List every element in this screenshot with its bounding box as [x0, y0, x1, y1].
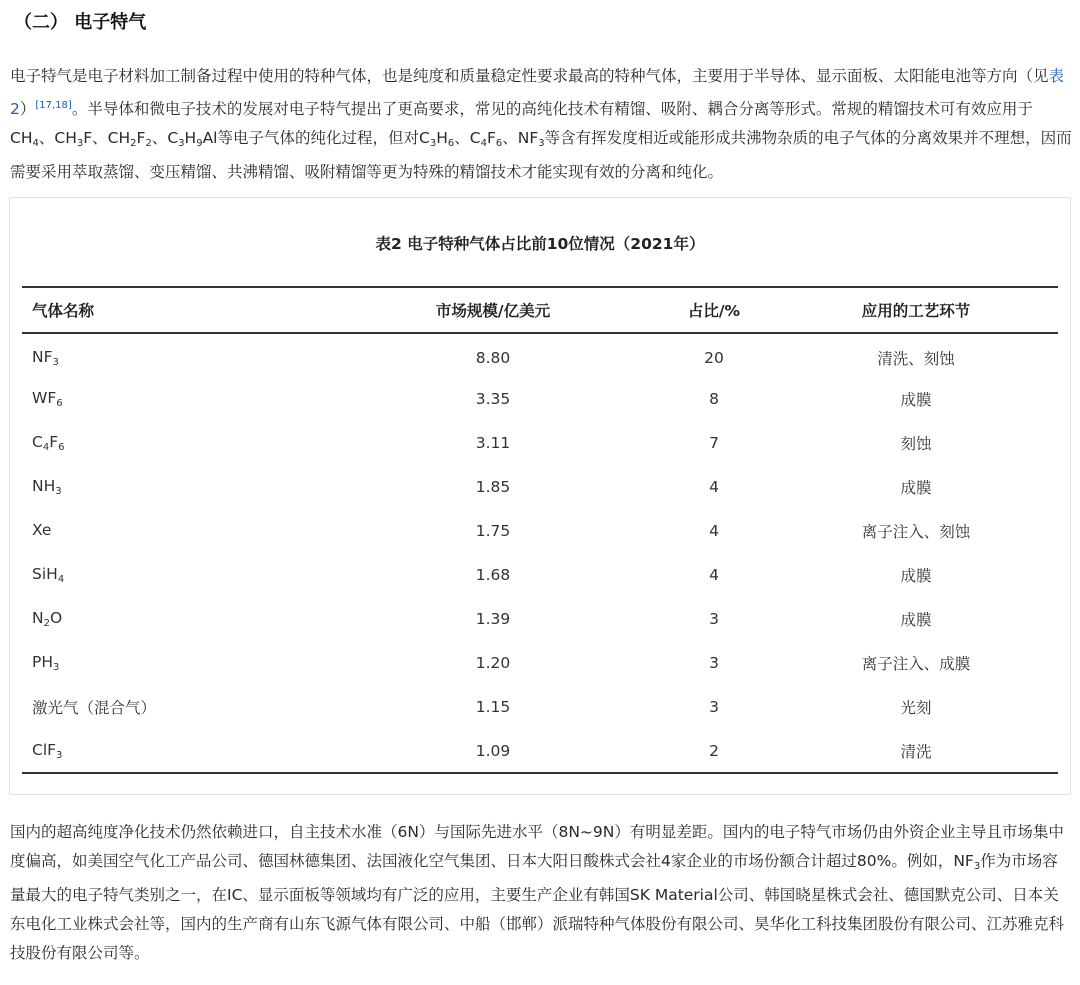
intro-paragraph	[10, 62, 1072, 187]
formula-nf3: $NF_3$	[517, 129, 545, 149]
cell-gas-name: $C_4F_6$	[32, 433, 65, 453]
table-caption: 表2 电子特种气体占比前10位情况（2021年）	[375, 235, 705, 253]
separator: 、	[92, 129, 108, 147]
cell-share: 20	[704, 348, 724, 367]
cell-gas-name: $WF_6$	[32, 389, 63, 409]
separator: 、	[502, 129, 518, 147]
closing-text: 作为市场容量最大的电子特气类别之一，在IC、显示面板等领域均有广泛的应用，主要生产企业有韩国SK Material公司、韩国晓星株式会社、德国默克公司、日本关东电化工业株式会社等，国内的生产商有山东飞源气体有限公司、中船（邯郸）派瑞特种气体股份有限公司、昊华化工科技集团股份有限公司、江苏雅克科技股份有限公司等。	[10, 852, 1065, 962]
formula-c3h6: $C_3H_6$	[419, 129, 455, 149]
closing-paragraph	[10, 818, 1072, 968]
table-row	[22, 641, 1058, 685]
table-body	[22, 333, 1058, 773]
cell-share: 3	[709, 698, 719, 716]
cell-share: 3	[709, 654, 719, 672]
table-header-row	[22, 287, 1058, 333]
citation-link[interactable]: [17,18]	[35, 100, 72, 111]
cell-gas-name: SiH$_4$	[32, 565, 65, 585]
separator: 、	[454, 129, 470, 147]
table-row	[22, 597, 1058, 641]
cell-gas-name: $N_2O$	[32, 609, 63, 629]
table-row	[22, 465, 1058, 509]
cell-process: 成膜	[900, 479, 932, 497]
cell-share: 8	[709, 390, 719, 408]
cell-process: 光刻	[900, 699, 932, 717]
formula-c3h9al: $C_3H_9Al$	[167, 129, 218, 149]
cell-share: 4	[709, 478, 719, 496]
table-row	[22, 509, 1058, 553]
intro-text: 电子特气是电子材料加工制备过程中使用的特种气体，也是纯度和质量稳定性要求最高的特种气体，主要用于半导体、显示面板、太阳能电池等方向（见	[10, 67, 1049, 85]
cell-market-size: 1.39	[475, 610, 511, 628]
cell-market-size: 1.75	[475, 522, 511, 540]
cell-share: 4	[709, 566, 719, 584]
cell-share: 2	[709, 741, 719, 760]
cell-gas-name: $NH_3$	[32, 477, 62, 497]
closing-text: 国内的超高纯度净化技术仍然依赖进口，自主技术水准（6N）与国际先进水平（8N~9N）有明显差距。国内的电子特气市场仍由外资企业主导且市场集中度偏高，如美国空气化工产品公司、德国林德集团、法国液化空气集团、日本大阳日酸株式会社4家企业的市场份额合计超过80%。例如，	[10, 823, 1064, 870]
cell-process: 离子注入、成膜	[861, 655, 971, 673]
cell-market-size: 3.35	[475, 390, 511, 408]
header-process: 应用的工艺环节	[861, 302, 971, 320]
table-row	[22, 333, 1058, 377]
cell-process: 成膜	[900, 611, 932, 629]
table-row	[22, 729, 1058, 773]
intro-text: 等电子气体的纯化过程，但对	[217, 129, 420, 147]
cell-market-size: 1.15	[475, 698, 511, 716]
section-heading: （二） 电子特气	[14, 12, 147, 33]
formula-c4f6: $C_4F_6$	[469, 129, 503, 149]
cell-gas-name: ClF$_3$	[32, 740, 63, 761]
cell-process: 刻蚀	[900, 435, 932, 453]
cell-market-size: 3.11	[475, 434, 511, 452]
intro-text: ）	[19, 100, 36, 118]
separator: 、	[151, 129, 168, 147]
table-row	[22, 421, 1058, 465]
cell-gas-name: Xe	[32, 521, 52, 539]
cell-process: 成膜	[900, 567, 932, 585]
table-container	[9, 197, 1071, 795]
cell-market-size: 8.80	[475, 348, 511, 367]
table-row	[22, 377, 1058, 421]
cell-gas-name: $PH_3$	[32, 653, 60, 673]
intro-text: 。半导体和微电子技术的发展对电子特气提出了更高要求，常见的高纯化技术有精馏、吸附、耦合分离等形式。常规的精馏技术可有效应用于	[71, 100, 1033, 118]
table-row	[22, 685, 1058, 729]
formula-ch3f: $CH_3F$	[54, 129, 93, 149]
cell-process: 清洗、刻蚀	[877, 349, 955, 368]
cell-share: 7	[709, 434, 719, 452]
gas-share-table	[22, 286, 1058, 774]
cell-process: 清洗	[900, 742, 932, 761]
cell-process: 成膜	[900, 391, 932, 409]
cell-gas-name: 激光气（混合气）	[32, 698, 157, 717]
formula-nf3: $NF_3$	[953, 852, 981, 872]
cell-process: 离子注入、刻蚀	[861, 523, 971, 541]
header-gas-name: 气体名称	[32, 302, 95, 320]
cell-gas-name: $NF_3$	[32, 347, 59, 368]
cell-share: 4	[709, 522, 719, 540]
table-2-link[interactable]: 表2	[10, 67, 1065, 118]
intro-text: 等含有挥发度相近或能形成共沸物杂质的电子气体的分离效果并不理想，因而需要采用萃取蒸馏、变压精馏、共沸精馏、吸附精馏等更为特殊的精馏技术才能实现有效的分离和纯化。	[10, 129, 1072, 181]
cell-market-size: 1.85	[475, 478, 511, 496]
cell-market-size: 1.09	[475, 741, 511, 760]
formula-ch4: $CH_4$	[10, 129, 39, 149]
header-market-size: 市场规模/亿美元	[435, 302, 551, 320]
cell-market-size: 1.68	[475, 566, 511, 584]
separator: 、	[38, 129, 55, 147]
table-row	[22, 553, 1058, 597]
cell-share: 3	[709, 610, 719, 628]
header-share: 占比/%	[687, 302, 741, 320]
formula-ch2f2: $CH_2F_2$	[107, 129, 152, 149]
cell-market-size: 1.20	[475, 654, 511, 672]
